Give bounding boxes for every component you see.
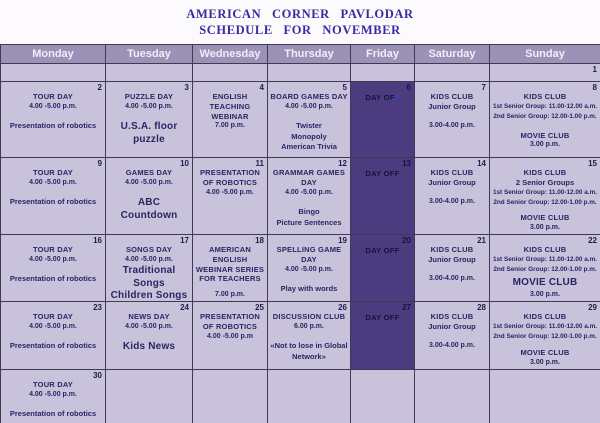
event-line: Traditional Songs (122, 265, 176, 289)
line-spacer (417, 188, 487, 197)
event-line: DAY OFF (365, 246, 400, 255)
event-line: GRAMMAR GAMES DAY (272, 168, 346, 187)
event-line: 1st Senior Group: 11.00-12.00 a.m. (492, 102, 598, 110)
event-line: MOVIE CLUB (512, 277, 578, 288)
event-line: 4.00 -5.00 p.m. (29, 255, 77, 263)
day-off-cell-6 (351, 82, 415, 158)
calendar-cell-24 (106, 302, 193, 370)
calendar-cell-9 (1, 158, 106, 235)
event-line: PUZZLE DAY (124, 92, 174, 101)
date-number: 9 (97, 159, 102, 168)
calendar-cell-4 (193, 82, 268, 158)
date-number: 22 (588, 236, 597, 245)
event-line: Presentation of robotics (9, 197, 97, 207)
date-number: 4 (259, 83, 264, 92)
date-number: 5 (342, 83, 347, 92)
event-line: Junior Group (428, 177, 476, 187)
calendar-cell-empty (106, 64, 193, 82)
event-line: 7.00 p.m. (215, 290, 245, 298)
date-number: 26 (338, 303, 347, 312)
calendar-cell-empty (415, 370, 490, 423)
event-line: 4.00 -5.00 p.m. (285, 265, 333, 273)
calendar-cell-15 (490, 158, 600, 235)
calendar-cell-empty (193, 64, 268, 82)
line-spacer (108, 112, 190, 121)
event-line: Presentation of robotics (9, 409, 97, 419)
event-line: BOARD GAMES DAY (270, 92, 348, 101)
day-off-cell-27 (351, 302, 415, 370)
event-line: 4.00 -5.00 p.m. (206, 188, 254, 196)
date-number: 24 (180, 303, 189, 312)
event-line: 4.00 -5.00 p.m. (29, 102, 77, 110)
event-line: Twister (296, 121, 322, 131)
calendar-cell-23 (1, 302, 106, 370)
event-line: DAY OFF (365, 169, 400, 178)
event-line: 3.00 p.m. (530, 223, 560, 231)
line-spacer (3, 332, 103, 341)
event-line: U.S.A. floor puzzle (120, 121, 178, 145)
date-number: 25 (255, 303, 264, 312)
weekday-header-tuesday: Tuesday (106, 45, 193, 64)
event-line: Presentation of robotics (9, 274, 97, 284)
calendar-cell-30 (1, 370, 106, 423)
event-line: TOUR DAY (33, 312, 73, 321)
date-number: 21 (477, 236, 486, 245)
poster-title-line2: SCHEDULE FOR NOVEMBER (199, 22, 401, 37)
event-line: KIDS CLUB (523, 168, 567, 177)
event-line: 1st Senior Group: 11.00-12.00 a.m. (492, 255, 598, 263)
event-line: 2 Senior Groups (515, 177, 575, 187)
date-number: 6 (406, 83, 411, 92)
weekday-header-wednesday: Wednesday (193, 45, 268, 64)
calendar-cell-5 (268, 82, 351, 158)
calendar-cell-1 (490, 64, 600, 82)
event-line: Presentation of robotics (9, 121, 97, 131)
weekday-header-thursday: Thursday (268, 45, 351, 64)
date-number: 10 (180, 159, 189, 168)
event-line: KIDS CLUB (430, 92, 474, 101)
event-line: 3.00-4.00 p.m. (429, 198, 475, 206)
event-line: NEWS DAY (128, 312, 170, 321)
event-line: KIDS CLUB (430, 312, 474, 321)
calendar-cell-empty (351, 370, 415, 423)
event-line: PRESENTATION OF ROBOTICS (199, 312, 261, 331)
event-line: PRESENTATION OF ROBOTICS (199, 168, 261, 187)
calendar-cell-empty (351, 64, 415, 82)
event-line: Bingo (298, 207, 320, 216)
event-line: 4.00 -5.00 p.m (207, 332, 253, 340)
calendar-cell-empty (415, 64, 490, 82)
date-number: 3 (184, 83, 189, 92)
event-line: DISCUSSION CLUB (272, 312, 346, 321)
event-line: 2nd Senior Group: 12.00-1.00 p.m. (493, 199, 597, 207)
line-spacer (417, 265, 487, 274)
weekday-header-friday: Friday (351, 45, 415, 64)
event-line: ABC Countdown (120, 197, 178, 221)
event-line: Kids News (122, 341, 176, 353)
event-line: 2nd Senior Group: 12.00-1.00 p.m. (493, 112, 597, 120)
event-line: KIDS CLUB (430, 168, 474, 177)
event-line: 4.00 -5.00 p.m. (125, 178, 173, 186)
event-line: 6.00 p.m. (294, 322, 324, 330)
event-line: Play with words (280, 284, 338, 293)
calendar-cell-28 (415, 302, 490, 370)
calendar-cell-empty (490, 370, 600, 423)
date-number: 12 (338, 159, 347, 168)
calendar-cell-empty (268, 64, 351, 82)
calendar-cell-empty (1, 64, 106, 82)
date-number: 19 (338, 236, 347, 245)
event-line: 7.00 p.m. (215, 122, 245, 130)
event-line: KIDS CLUB (523, 92, 567, 101)
calendar-cell-17 (106, 235, 193, 302)
date-number: 1 (592, 65, 597, 74)
event-line: SONGS DAY (125, 245, 173, 254)
line-spacer (3, 112, 103, 121)
date-number: 20 (402, 236, 411, 245)
event-line: 3.00 p.m. (530, 290, 560, 298)
calendar-cell-22 (490, 235, 600, 302)
date-number: 7 (481, 83, 486, 92)
event-line: Junior Group (428, 101, 476, 111)
event-line: 4.00 -5.00 p.m. (29, 390, 77, 398)
date-number: 11 (255, 159, 264, 168)
event-line: American Trivia (281, 142, 337, 152)
event-line: Junior Group (428, 254, 476, 264)
event-line: MOVIE CLUB (520, 347, 570, 357)
event-line: MOVIE CLUB (520, 212, 570, 222)
date-number: 30 (93, 371, 102, 380)
line-spacer (108, 188, 190, 197)
line-spacer (270, 198, 348, 207)
date-number: 15 (588, 159, 597, 168)
event-line: 3.00-4.00 p.m. (429, 342, 475, 350)
date-number: 14 (477, 159, 486, 168)
event-line: 1st Senior Group: 11.00-12.00 a.m. (492, 189, 598, 197)
calendar-cell-18 (193, 235, 268, 302)
event-line: 3.00 p.m. (530, 358, 560, 366)
event-line: GAMES DAY (125, 168, 173, 177)
weekday-header-saturday: Saturday (415, 45, 490, 64)
calendar-cell-29 (490, 302, 600, 370)
event-line: 4.00 -5.00 p.m. (125, 102, 173, 110)
event-line: 3.00 p.m. (530, 141, 560, 149)
line-spacer (270, 112, 348, 121)
event-line: 2nd Senior Group: 12.00-1.00 p.m. (493, 265, 597, 273)
calendar-cell-3 (106, 82, 193, 158)
date-number: 8 (592, 83, 597, 92)
event-line: DAY OFF (365, 93, 400, 102)
date-number: 28 (477, 303, 486, 312)
event-line: KIDS CLUB (523, 312, 567, 321)
day-off-cell-13 (351, 158, 415, 235)
poster-title-line1: AMERICAN CORNER PAVLODAR (186, 6, 414, 21)
event-line: 4.00 -5.00 p.m. (29, 178, 77, 186)
accent-letter: F (394, 93, 400, 102)
line-spacer (108, 332, 190, 341)
calendar-cell-2 (1, 82, 106, 158)
event-line: SPELLING GAME DAY (276, 245, 342, 264)
calendar-cell-empty (268, 370, 351, 423)
event-line: 3.00-4.00 p.m. (429, 122, 475, 130)
date-number: 29 (588, 303, 597, 312)
event-line: «Not to lose in Global Network» (270, 341, 348, 361)
line-spacer (270, 275, 348, 284)
calendar-cell-7 (415, 82, 490, 158)
event-line: 4.00 -5.00 p.m. (29, 322, 77, 330)
event-line: 4.00 -5.00 p.m. (285, 188, 333, 196)
event-line: ENGLISH TEACHING WEBINAR (209, 92, 251, 121)
event-line: TOUR DAY (33, 245, 73, 254)
date-number: 23 (93, 303, 102, 312)
event-line: 4.00 -5.00 p.m. (125, 322, 173, 330)
date-number: 13 (402, 159, 411, 168)
event-line: KIDS CLUB (430, 245, 474, 254)
event-line: 1st Senior Group: 11.00-12.00 a.m. (492, 322, 598, 330)
calendar-cell-10 (106, 158, 193, 235)
line-spacer (270, 332, 348, 341)
line-spacer (492, 122, 598, 131)
event-line: AMERICAN ENGLISH WEBINAR SERIES FOR TEACHERS (195, 245, 265, 284)
calendar-cell-empty (193, 370, 268, 423)
event-line: KIDS CLUB (523, 245, 567, 254)
event-line: TOUR DAY (33, 168, 73, 177)
day-off-cell-20 (351, 235, 415, 302)
event-line: 3.00-4.00 p.m. (429, 275, 475, 283)
weekday-header-monday: Monday (1, 45, 106, 64)
date-number: 16 (93, 236, 102, 245)
event-line: 2nd Senior Group: 12.00-1.00 p.m. (493, 332, 597, 340)
calendar-cell-8 (490, 82, 600, 158)
calendar-cell-19 (268, 235, 351, 302)
event-line: Presentation of robotics (9, 341, 97, 351)
event-line: Junior Group (428, 321, 476, 331)
line-spacer (3, 188, 103, 197)
event-line: TOUR DAY (33, 92, 73, 101)
calendar-cell-16 (1, 235, 106, 302)
calendar-cell-12 (268, 158, 351, 235)
calendar-cell-25 (193, 302, 268, 370)
event-line: 4.00 -5.00 p.m. (285, 102, 333, 110)
date-number: 18 (255, 236, 264, 245)
event-line: MOVIE CLUB (520, 130, 570, 140)
date-number: 27 (402, 303, 411, 312)
date-number: 2 (97, 83, 102, 92)
line-spacer (3, 265, 103, 274)
event-line: Monopoly (291, 131, 327, 141)
calendar-cell-11 (193, 158, 268, 235)
date-number: 17 (180, 236, 189, 245)
line-spacer (417, 332, 487, 341)
calendar-cell-empty (106, 370, 193, 423)
line-spacer (417, 112, 487, 121)
calendar-cell-21 (415, 235, 490, 302)
event-line: TOUR DAY (33, 380, 73, 389)
calendar-cell-14 (415, 158, 490, 235)
poster-title (0, 0, 600, 44)
line-spacer (3, 400, 103, 409)
event-line: Picture Sentences (276, 217, 342, 227)
weekday-header-sunday: Sunday (490, 45, 600, 64)
calendar-cell-26 (268, 302, 351, 370)
event-line: DAY OFF (365, 313, 400, 322)
calendar-grid (0, 44, 600, 423)
event-line: 4.00 -5.00 p.m. (125, 255, 173, 263)
event-line: Children Songs (110, 290, 188, 302)
